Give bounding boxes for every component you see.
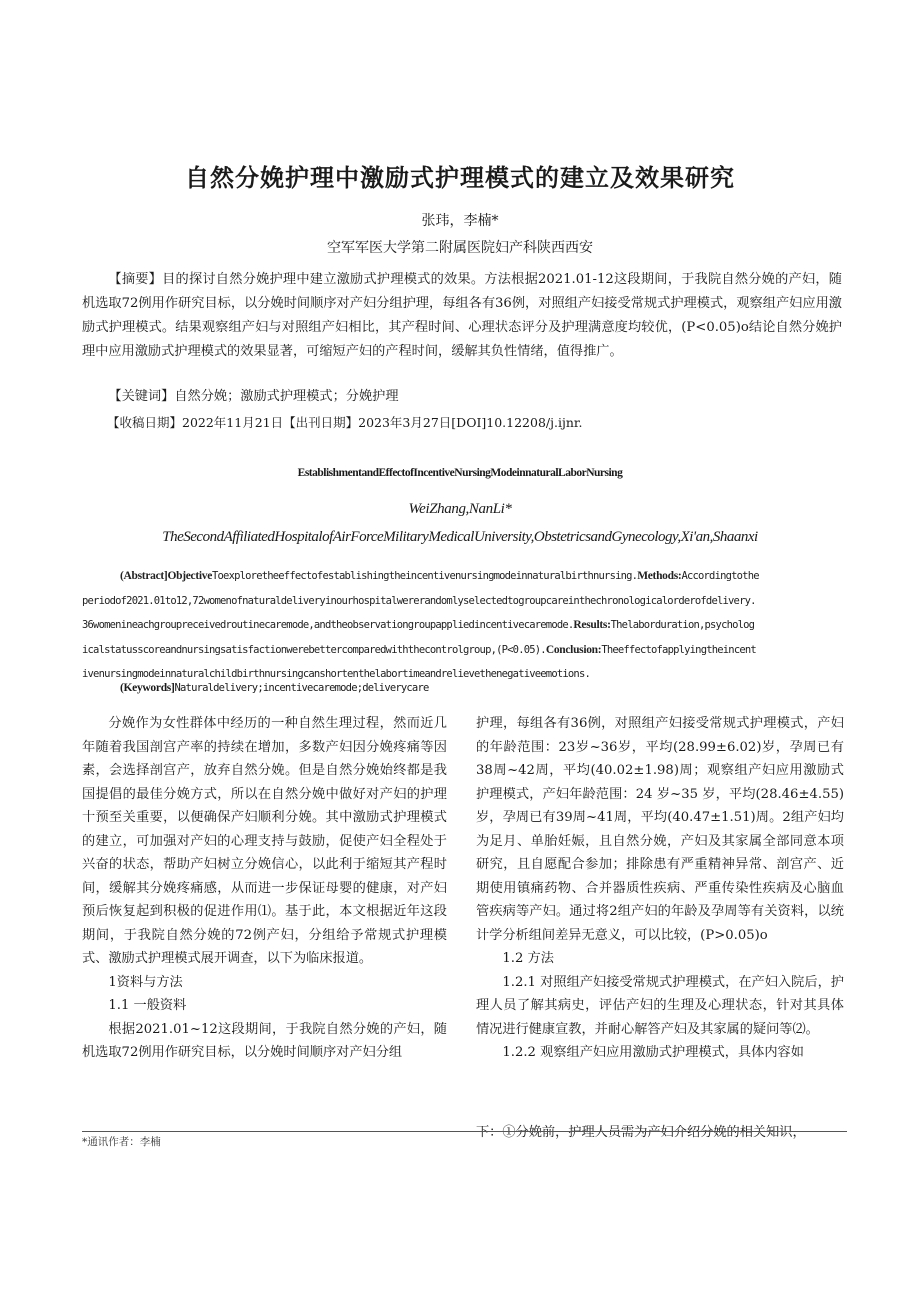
english-title: EstablishmentandEffectofIncentiveNursingModeinnaturalLaborNursing: [297, 467, 623, 479]
english-authors: WeiZhang,NanLi*: [408, 501, 512, 517]
observation-group-paragraph: 1.2.2 观察组产妇应用激励式护理模式，具体内容如: [502, 1045, 804, 1060]
english-abstract-line: [82, 564, 842, 589]
footnote: *通讯作者：李楠: [82, 1136, 161, 1148]
english-keywords: [120, 682, 820, 694]
results-label: Results:: [573, 619, 611, 631]
left-column: [82, 712, 447, 1065]
methods-text-2: 36womenineachgroupreceivedroutinecaremode,andtheobservationgroupappliedincentivecaremode.: [82, 619, 574, 631]
results-text-2: icalstatusscoreandnursingsatisfactionwerebettercomparedwiththecontrolgroup,(P<0.05).: [82, 643, 546, 656]
english-abstract-line: periodof2021.01to12,72womenofnaturaldeliveryinourhospitalwererandomlyselectedtogroupcareinthechronologicalorderofdelivery.: [82, 594, 756, 607]
subsection-heading: 1.1 一般资料: [108, 998, 187, 1013]
section-heading: 1资料与方法: [108, 974, 183, 990]
english-abstract-line: [82, 638, 842, 663]
abstract-label: (Abstract]Objective: [120, 570, 213, 582]
affiliation: 空军军医大学第二附属医院妇产科陕西西安: [327, 240, 593, 256]
keywords-text: Naturaldelivery;incentivecaremode;deliverycare: [174, 682, 429, 694]
footnote-divider: [82, 1131, 847, 1132]
general-data-paragraph: 根据2021.01~12这段期间，于我院自然分娩的产妇，随机选取72例用作研究目标，以分娩时间顺序对产妇分组: [82, 1021, 447, 1060]
results-text: Thelaborduration,psycholog: [610, 619, 755, 631]
english-abstract: [82, 564, 842, 687]
english-abstract-line: ivenursingmodeinnaturalchildbirthnursingcanshortenthelabortimeandrelievethenegativeemotions.: [82, 668, 590, 680]
authors: 张玮，李楠*: [421, 213, 499, 229]
conclusion-label: Conclusion:: [545, 643, 602, 656]
general-data-continued: 护理，每组各有36例，对照组产妇接受常规式护理模式，产妇的年龄范围：23岁~36岁，平均(28.99±6.02)岁，孕周已有38周~42周，平均(40.02±1.98)周；观察组产妇应用激励式护理模式，产妇年龄范围：24 岁~35 岁，平均(28.46±4.55)岁，孕周已有39周~41周，平均(40.47±1.51)周。2组产妇均为足月、单胎妊娠，且自然分娩，产妇及其家属全部同意本项研究，且自愿配合参加；排除患有严重精神异常、剖宫产、近期使用镇痛药物、合并器质性疾病、严重传染性疾病及心脑血管疾病等产妇。通过将2组产妇的年龄及孕周等有关资料，以统计学分析组间差异无意义，可以比较，(P>0.05)o: [476, 716, 844, 943]
abstract-cn: 【摘要】目的探讨自然分娩护理中建立激励式护理模式的效果。方法根据2021.01-12这段期间，于我院自然分娩的产妇，随机选取72例用作研究目标，以分娩时间顺序对产妇分组护理，每组各有36例，对照组产妇接受常规式护理模式，观察组产妇应用激励式护理模式。结果观察组产妇与对照组产妇相比，其产程时间、心理状态评分及护理满意度均较优，(P<0.05)o结论自然分娩护理中应用激励式护理模式的效果显著，可缩短产妇的产程时间，缓解其负性情绪，值得推广。: [82, 272, 842, 359]
paper-title: 自然分娩护理中激励式护理模式的建立及效果研究: [185, 164, 735, 192]
right-column: [476, 712, 844, 1065]
english-affiliation: TheSecondAffiliatedHospitalofAirForceMilitaryMedicalUniversity,ObstetricsandGynecology,Xi'an,Shaanxi: [162, 529, 758, 545]
methods-text: Accordingtothe: [681, 570, 759, 582]
methods-heading: 1.2 方法: [502, 951, 554, 966]
english-abstract-line: [82, 613, 842, 638]
objective-text: Toexploretheeffectofestablishingtheincentivenursingmodeinnaturalbirthnursing.: [212, 570, 638, 582]
keywords-cn: 【关键词】自然分娩；激励式护理模式；分娩护理: [108, 389, 399, 404]
dates-cn: 【收稿日期】2022年11月21日【出刊日期】2023年3月27日[DOI]10.12208/j.ijnr.: [107, 415, 583, 430]
control-group-paragraph: 1.2.1 对照组产妇接受常规式护理模式，在产妇入院后，护理人员了解其病史，评估产妇的生理及心理状态，针对其具体情况进行健康宣教，并耐心解答产妇及其家属的疑问等⑵。: [476, 974, 844, 1037]
clipped-text: 下：①分娩前，护理人员需为产妇介绍分娩的相关知识，: [476, 1125, 806, 1140]
keywords-label: (Keywords]: [120, 682, 175, 694]
methods-label: Methods:: [637, 570, 682, 582]
conclusion-text: Theeffectofapplyingtheincent: [601, 643, 756, 656]
intro-paragraph: 分娩作为女性群体中经历的一种自然生理过程，然而近几年随着我国剖宫产率的持续在增加，多数产妇因分娩疼痛等因素，会选择剖宫产，放弃自然分娩。但是自然分娩始终都是我国提倡的最佳分娩方式，所以在自然分娩中做好对产妇的护理十预至关重要，以便确保产妇顺利分娩。其中激励式护理模式的建立，可加强对产妇的心理支持与鼓励，促使产妇全程处于兴奋的状态，帮助产妇树立分娩信心，以此利于缩短其产程时间，缓解其分娩疼痛感，从而进一步保证母婴的健康，对产妇预后恢复起到积极的促进作用⑴。基于此，本文根据近年这段期间，于我院自然分娩的72例产妇，分组给予常规式护理模式、激励式护理模式展开调查，以下为临床报道。: [82, 716, 447, 966]
